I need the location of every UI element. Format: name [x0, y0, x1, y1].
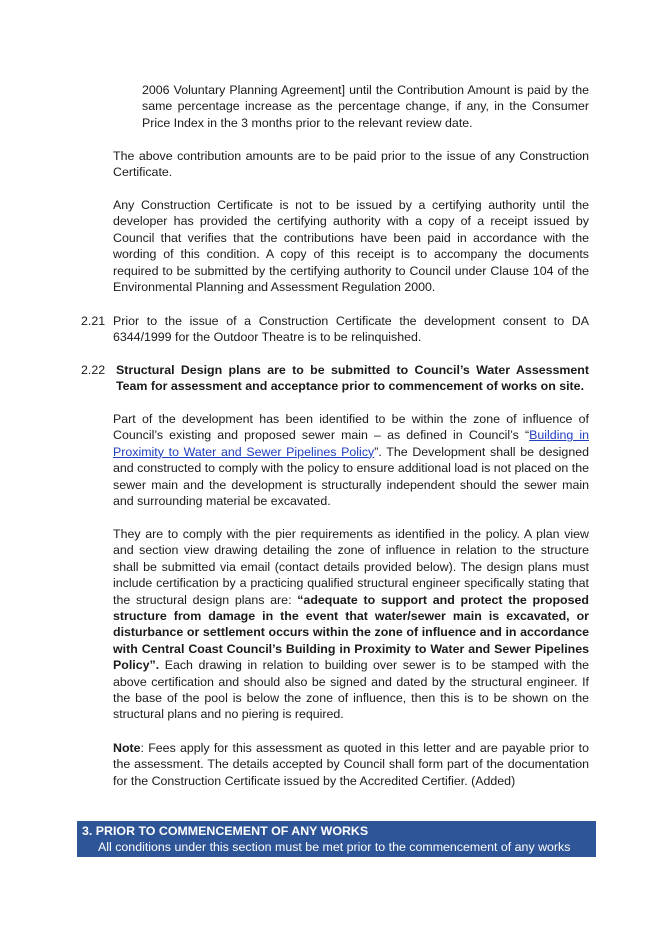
- section-3-title: 3. PRIOR TO COMMENCEMENT OF ANY WORKS: [82, 824, 369, 838]
- condition-number-2-21: 2.21: [81, 314, 106, 328]
- section-3-subtitle: All conditions under this section must be met prior to the commencement of any works: [98, 840, 571, 854]
- receipt-requirement-paragraph: Any Construction Certificate is not to be issued by a certifying authority until the developer has provided the certifying authority with a copy of a receipt issued by Council that verifies that the contributions have been paid in accordance with the wording of this condition. A copy of this receipt is to accompany the documents required to be submitted by the certifying authority to Council under Clause 104 of the Environmental Planning and Assessment Regulation 2000.: [113, 198, 589, 295]
- condition-2-21-text: Prior to the issue of a Construction Certificate the development consent to DA 6344/1999 for the Outdoor Theatre is to be relinquished.: [113, 314, 589, 345]
- required-certification-statement: “adequate to support and protect the proposed structure from damage in the event that water/sewer main is excavated, or disturbance or settlement occurs within the zone of influence and in accordance with Central Coast Council’s Building in Proximity to Water and Sewer Pipelines Policy”.: [113, 592, 589, 673]
- payment-timing-paragraph: The above contribution amounts are to be paid prior to the issue of any Construction Certificate.: [113, 149, 589, 180]
- pier-paragraph-text-end: Each drawing in relation to building over sewer is to be stamped with the above certification and should also be signed and dated by the structural engineer. If the base of the pool is below the zone of influence, then this is to be shown on the structural plans and no piering is required.: [113, 658, 589, 722]
- pier-requirements-paragraph: [113, 526, 589, 723]
- note-label: Note: [113, 741, 141, 755]
- contribution-indexation-paragraph: 2006 Voluntary Planning Agreement] until the Contribution Amount is paid by the same percentage increase as the percentage change, if any, in the Consumer Price Index in the 3 months prior to the relevant review date.: [142, 83, 589, 130]
- building-in-proximity-policy-link[interactable]: Building in Proximity to Water and Sewer Pipelines Policy: [113, 428, 589, 459]
- sewer-paragraph-text-start: Part of the development has been identified to be within the zone of influence of Council’s existing and proposed sewer main – as defined in Council’s “: [113, 412, 589, 443]
- condition-number-2-22: 2.22: [81, 363, 106, 377]
- sewer-zone-of-influence-paragraph: [113, 411, 589, 509]
- condition-2-22-heading: Structural Design plans are to be submitted to Council’s Water Assessment Team for assessment and acceptance prior to commencement of works on site.: [116, 363, 589, 394]
- note-text: : Fees apply for this assessment as quoted in this letter and are payable prior to the assessment. The details accepted by Council shall form part of the documentation for the Construction Certificate issued by the Accredited Certifier. (Added): [113, 741, 589, 788]
- pier-paragraph-text-start: They are to comply with the pier requirements as identified in the policy. A plan view and section view drawing detailing the zone of influence in relation to the structure shall be submitted via email (contact details provided below). The design plans must include certification by a practicing qualified structural engineer specifically stating that the structural design plans are:: [113, 527, 589, 607]
- sewer-paragraph-text-end: ”. The Development shall be designed and constructed to comply with the policy to ensure additional load is not placed on the sewer main and the development is structurally independent should the sewer main and surrounding material be excavated.: [113, 444, 589, 509]
- fees-note-paragraph: [113, 740, 589, 789]
- section-3-header-bar: [77, 821, 596, 857]
